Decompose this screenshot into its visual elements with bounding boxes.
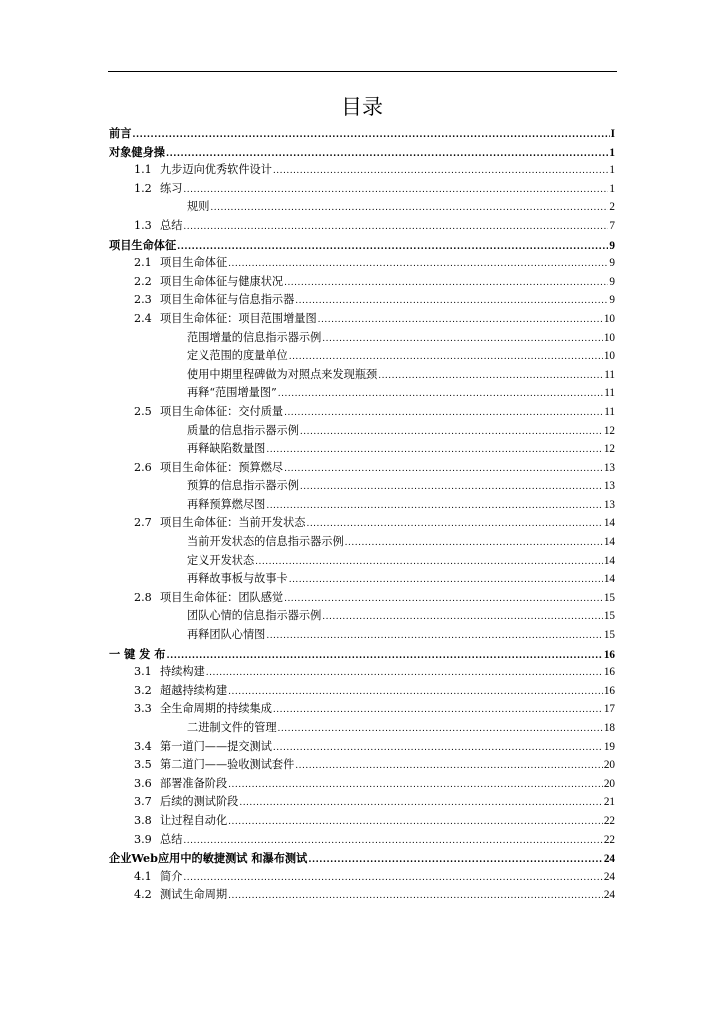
toc-entry[interactable] — [109, 161, 615, 180]
toc-entry[interactable] — [109, 849, 615, 868]
toc-entry[interactable] — [109, 775, 615, 794]
toc-leader-dots — [284, 460, 603, 479]
toc-entry-page: 11 — [604, 387, 615, 400]
toc-entry-page: 14 — [603, 573, 615, 586]
toc-entry-page: 15 — [603, 629, 615, 642]
toc-leader-dots — [228, 813, 603, 832]
toc-leader-dots — [308, 851, 603, 870]
toc-entry[interactable] — [109, 533, 615, 552]
toc-entry[interactable] — [109, 217, 615, 236]
toc-entry[interactable] — [109, 831, 615, 850]
toc-entry[interactable] — [109, 347, 615, 366]
toc-leader-dots — [206, 664, 603, 683]
toc-entry-title: 再释预算燃尽图 — [187, 497, 266, 511]
toc-leader-dots — [345, 534, 603, 553]
toc-entry[interactable] — [109, 310, 615, 329]
toc-entry[interactable] — [109, 738, 615, 757]
toc-entry-title: 二进制文件的管理 — [187, 721, 277, 734]
toc-entry-title: 持续构建 — [160, 665, 205, 679]
toc-entry-page: 9 — [609, 275, 615, 288]
toc-entry-number: 3.6 — [134, 776, 152, 790]
toc-leader-dots — [322, 330, 603, 349]
toc-entry[interactable] — [109, 812, 615, 831]
toc-leader-dots — [318, 311, 603, 330]
toc-entry-title: 再释故事板与故事卡 — [187, 572, 288, 586]
toc-entry-title: 练习 — [160, 181, 183, 195]
toc-entry-page: 10 — [603, 312, 615, 325]
toc-entry[interactable] — [109, 886, 615, 905]
toc-leader-dots — [273, 162, 609, 181]
toc-entry-title: 再释“范围增量图” — [187, 386, 277, 400]
toc-entry[interactable] — [109, 477, 615, 496]
toc-leader-dots — [278, 385, 603, 404]
toc-leader-dots — [266, 497, 602, 516]
toc-leader-dots — [273, 701, 603, 720]
toc-leader-dots — [183, 181, 608, 200]
toc-entry-page: 14 — [603, 517, 615, 530]
toc-entry-title: 总结 — [160, 218, 183, 232]
toc-entry-page: 13 — [603, 480, 615, 493]
toc-entry-page: 22 — [603, 833, 615, 846]
toc-entry-page: 1 — [609, 182, 615, 195]
toc-entry-number: 3.1 — [134, 665, 152, 679]
toc-entry-title: 九步迈向优秀软件设计 — [160, 163, 272, 177]
toc-entry[interactable] — [109, 756, 615, 775]
toc-entry-page: 21 — [603, 796, 615, 809]
toc-leader-dots — [378, 367, 603, 386]
toc-entry[interactable] — [109, 422, 615, 441]
toc-entry[interactable] — [109, 682, 615, 701]
toc-entry[interactable] — [109, 700, 615, 719]
toc-entry-number: 2.6 — [134, 460, 152, 474]
toc-entry-title: 一 键 发 布 — [109, 646, 166, 661]
toc-leader-dots — [183, 832, 602, 851]
toc-entry-page: 1 — [609, 164, 615, 177]
toc-leader-dots — [228, 887, 603, 906]
toc-entry[interactable] — [109, 124, 615, 143]
toc-entry-page: 13 — [603, 461, 615, 474]
toc-entry-number: 3.8 — [134, 813, 152, 827]
toc-entry[interactable] — [109, 254, 615, 273]
toc-leader-dots — [239, 794, 602, 813]
toc-entry-title: 规则 — [187, 200, 210, 214]
toc-entry-title: 全生命周期的持续集成 — [160, 702, 272, 716]
toc-entry[interactable] — [109, 514, 615, 533]
toc-entry[interactable] — [109, 403, 615, 422]
toc-entry[interactable] — [109, 180, 615, 199]
toc-entry-title: 超越持续构建 — [160, 683, 228, 697]
toc-leader-dots — [284, 404, 603, 423]
toc-entry[interactable] — [109, 329, 615, 348]
toc-entry[interactable] — [109, 496, 615, 515]
toc-leader-dots — [255, 553, 603, 572]
toc-entry-number: 3.2 — [134, 683, 152, 697]
toc-entry-number: 2.5 — [134, 404, 152, 418]
toc-entry-title: 定义范围的度量单位 — [187, 349, 288, 363]
toc-entry-number: 3.4 — [134, 739, 152, 753]
toc-entry[interactable] — [109, 459, 615, 478]
toc-leader-dots — [183, 869, 602, 888]
toc-entry[interactable] — [109, 570, 615, 589]
toc-entry-title: 定义开发状态 — [187, 553, 255, 567]
toc-entry-page: 24 — [603, 853, 615, 866]
toc-leader-dots — [284, 274, 608, 293]
toc-entry-title: 企业Web应用中的敏捷测试 和瀑布测试 — [109, 851, 308, 866]
toc-entry-page: 9 — [609, 239, 615, 252]
toc-entry-page: 12 — [603, 443, 615, 456]
toc-entry[interactable] — [109, 719, 615, 738]
toc-entry-page: 20 — [603, 777, 615, 790]
toc-entry-title: 让过程自动化 — [160, 813, 228, 827]
toc-entry-page: 11 — [604, 405, 615, 418]
toc-leader-dots — [132, 126, 609, 145]
toc-entry-number: 2.3 — [134, 293, 152, 307]
toc-entry-page: 11 — [604, 368, 615, 381]
toc-entry[interactable] — [109, 198, 615, 217]
toc-entry[interactable] — [109, 626, 615, 645]
toc-entry[interactable] — [109, 645, 615, 664]
toc-entry-title: 总结 — [160, 832, 183, 846]
toc-leader-dots — [266, 441, 602, 460]
toc-entry-title: 项目生命体征：团队感觉 — [160, 590, 284, 604]
toc-entry-page: 9 — [609, 257, 615, 270]
toc-leader-dots — [278, 720, 603, 739]
toc-entry-title: 项目生命体征与健康状况 — [160, 274, 284, 288]
toc-entry-page: 18 — [603, 722, 615, 734]
toc-entry[interactable] — [109, 663, 615, 682]
toc-entry-number: 3.7 — [134, 795, 152, 809]
toc-leader-dots — [300, 478, 603, 497]
toc-leader-dots — [183, 218, 608, 237]
toc-entry-page: 15 — [603, 591, 615, 604]
toc-leader-dots — [306, 515, 602, 534]
toc-entry-title: 项目生命体征与信息指示器 — [160, 293, 295, 307]
toc-entry-title: 部署准备阶段 — [160, 776, 228, 790]
toc-entry-number: 2.7 — [134, 516, 152, 530]
header-rule — [108, 71, 617, 72]
toc-entry-title: 测试生命周期 — [160, 888, 228, 902]
toc-entry-title: 预算的信息指示器示例 — [187, 479, 299, 493]
toc-entry[interactable] — [109, 236, 615, 255]
toc-entry[interactable] — [109, 384, 615, 403]
toc-entry-page: 1 — [609, 146, 615, 159]
table-of-contents — [109, 124, 615, 905]
toc-leader-dots — [289, 571, 603, 590]
toc-entry[interactable] — [109, 366, 615, 385]
toc-leader-dots — [289, 348, 603, 367]
toc-entry[interactable] — [109, 552, 615, 571]
toc-entry-number: 4.1 — [134, 869, 152, 883]
toc-leader-dots — [210, 199, 608, 218]
toc-entry-page: 17 — [603, 703, 615, 716]
toc-entry[interactable] — [109, 607, 615, 626]
toc-entry-title: 简介 — [160, 869, 183, 883]
toc-entry[interactable] — [109, 440, 615, 459]
toc-entry-title: 当前开发状态的信息指示器示例 — [187, 535, 344, 549]
toc-leader-dots — [300, 423, 603, 442]
toc-entry-number: 2.8 — [134, 590, 152, 604]
toc-entry-page: 16 — [603, 684, 615, 697]
toc-entry-number: 3.3 — [134, 702, 152, 716]
toc-entry-page: 9 — [609, 294, 615, 307]
toc-entry-title: 前言 — [109, 126, 132, 140]
toc-entry-number: 2.4 — [134, 311, 152, 325]
toc-entry-page: 15 — [603, 610, 615, 623]
toc-leader-dots — [228, 255, 608, 274]
toc-entry-page: 24 — [603, 889, 615, 902]
toc-entry-page: 10 — [603, 331, 615, 344]
toc-leader-dots — [322, 608, 603, 627]
toc-entry-title: 第一道门——提交测试 — [160, 739, 272, 753]
toc-entry-title: 对象健身操 — [109, 144, 165, 159]
toc-leader-dots — [295, 757, 603, 776]
toc-entry-title: 项目生命体征 — [160, 256, 228, 270]
toc-entry-page: I — [610, 128, 615, 140]
toc-entry-page: 2 — [609, 201, 615, 214]
toc-leader-dots — [166, 647, 602, 666]
toc-leader-dots — [266, 627, 602, 646]
toc-entry-title: 再释团队心情图 — [187, 628, 266, 642]
toc-entry-page: 24 — [603, 870, 615, 883]
toc-entry-page: 14 — [603, 554, 615, 567]
toc-leader-dots — [228, 683, 603, 702]
toc-entry-title: 项目生命体征 — [109, 237, 177, 252]
toc-entry-title: 后续的测试阶段 — [160, 795, 239, 809]
toc-entry-title: 范围增量的信息指示器示例 — [187, 330, 322, 344]
toc-entry-page: 20 — [603, 759, 615, 772]
toc-entry-page: 22 — [603, 814, 615, 827]
toc-entry-page: 10 — [603, 350, 615, 363]
toc-entry-title: 再释缺陷数量图 — [187, 442, 266, 456]
toc-entry-page: 16 — [603, 648, 615, 661]
toc-entry-page: 7 — [609, 219, 615, 232]
toc-entry-title: 质量的信息指示器示例 — [187, 423, 299, 437]
toc-entry-number: 1.2 — [134, 181, 152, 195]
toc-entry-number: 2.1 — [134, 256, 152, 270]
toc-leader-dots — [295, 292, 608, 311]
toc-entry-page: 19 — [603, 740, 615, 753]
toc-entry-page: 13 — [603, 498, 615, 511]
toc-entry-number: 3.9 — [134, 832, 152, 846]
toc-leader-dots — [228, 776, 603, 795]
page-title: 目录 — [341, 95, 383, 119]
toc-entry-number: 2.2 — [134, 274, 152, 288]
toc-entry-title: 第二道门——验收测试套件 — [160, 758, 295, 772]
toc-leader-dots — [273, 739, 603, 758]
toc-entry-title: 项目生命体征：当前开发状态 — [160, 516, 306, 530]
toc-entry-number: 3.5 — [134, 758, 152, 772]
toc-entry-page: 12 — [603, 424, 615, 437]
toc-entry[interactable] — [109, 589, 615, 608]
toc-entry-title: 使用中期里程碑做为对照点来发现瓶颈 — [187, 367, 378, 381]
toc-entry[interactable] — [109, 291, 615, 310]
toc-entry[interactable] — [109, 143, 615, 162]
toc-entry-page: 14 — [603, 536, 615, 549]
toc-entry[interactable] — [109, 273, 615, 292]
toc-entry-title: 项目生命体征：项目范围增量图 — [160, 311, 317, 325]
toc-entry[interactable] — [109, 868, 615, 887]
toc-entry-number: 1.3 — [134, 218, 152, 232]
toc-entry-title: 团队心情的信息指示器示例 — [187, 609, 322, 623]
toc-leader-dots — [177, 238, 608, 257]
toc-entry-number: 4.2 — [134, 888, 152, 902]
toc-entry-number: 1.1 — [134, 163, 152, 177]
toc-entry-title: 项目生命体征：交付质量 — [160, 404, 284, 418]
toc-entry-title: 项目生命体征：预算燃尽 — [160, 460, 284, 474]
toc-leader-dots — [284, 590, 603, 609]
toc-entry[interactable] — [109, 793, 615, 812]
toc-entry-page: 16 — [603, 666, 615, 679]
